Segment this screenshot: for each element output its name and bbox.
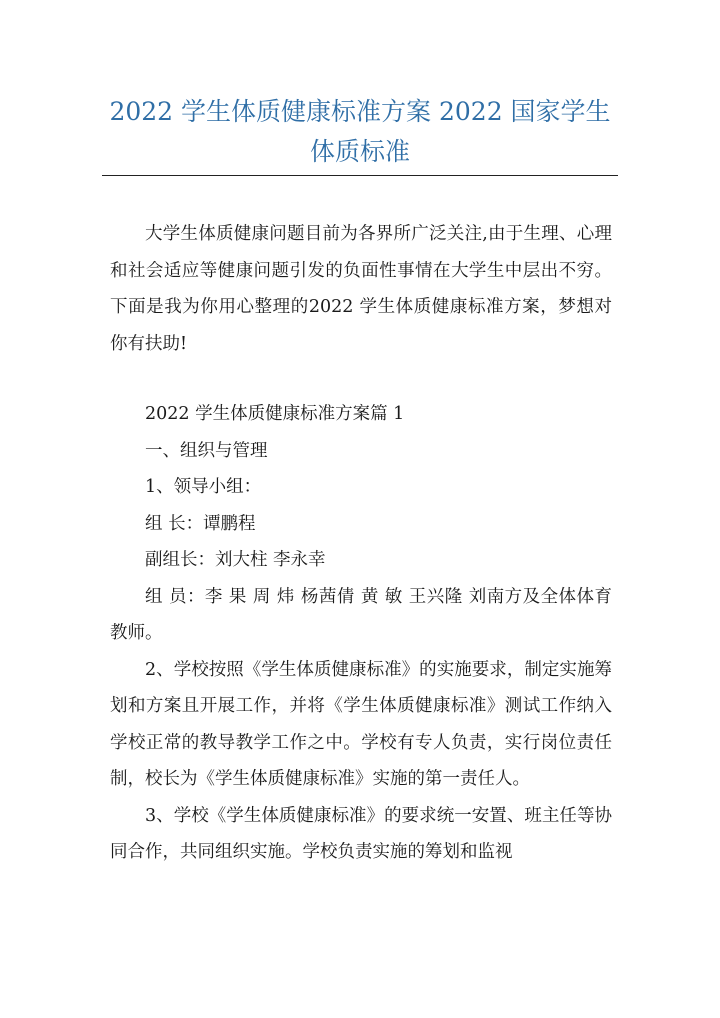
document-title: 2022 学生体质健康标准方案 2022 国家学生体质标准 — [109, 97, 611, 166]
list-item: 1、领导小组： — [145, 477, 262, 497]
document-body — [110, 216, 612, 871]
body-paragraph: 3、学校《学生体质健康标准》的要求统一安置、班主任等协同合作，共同组织实施。学校负责实施的筹划和监视 — [110, 805, 612, 862]
subsection-heading: 一、组织与管理 — [145, 440, 268, 461]
section-heading: 2022 学生体质健康标准方案篇 1 — [145, 404, 405, 424]
title-divider — [102, 175, 618, 176]
list-item: 组 员：李 果 周 炜 杨茜倩 黄 敏 王兴隆 刘南方及全体体育教师。 — [110, 586, 612, 643]
list-item: 组 长：谭鹏程 — [145, 513, 256, 534]
paragraph-gap — [110, 362, 612, 396]
intro-paragraph: 大学生体质健康问题目前为各界所广泛关注,由于生理、心理和社会适应等健康问题引发的负面性事情在大学生中层出不穷。下面是我为你用心整理的2022 学生体质健康标准方案，梦想对你有扶助! — [110, 224, 612, 354]
body-paragraph: 2、学校按照《学生体质健康标准》的实施要求，制定实施筹划和方案且开展工作，并将《学生体质健康标准》测试工作纳入学校正常的教导教学工作之中。学校有专人负责，实行岗位责任制，校长为《学生体质健康标准》实施的第一责任人。 — [110, 659, 612, 789]
list-item: 副组长：刘大柱 李永幸 — [145, 550, 326, 570]
